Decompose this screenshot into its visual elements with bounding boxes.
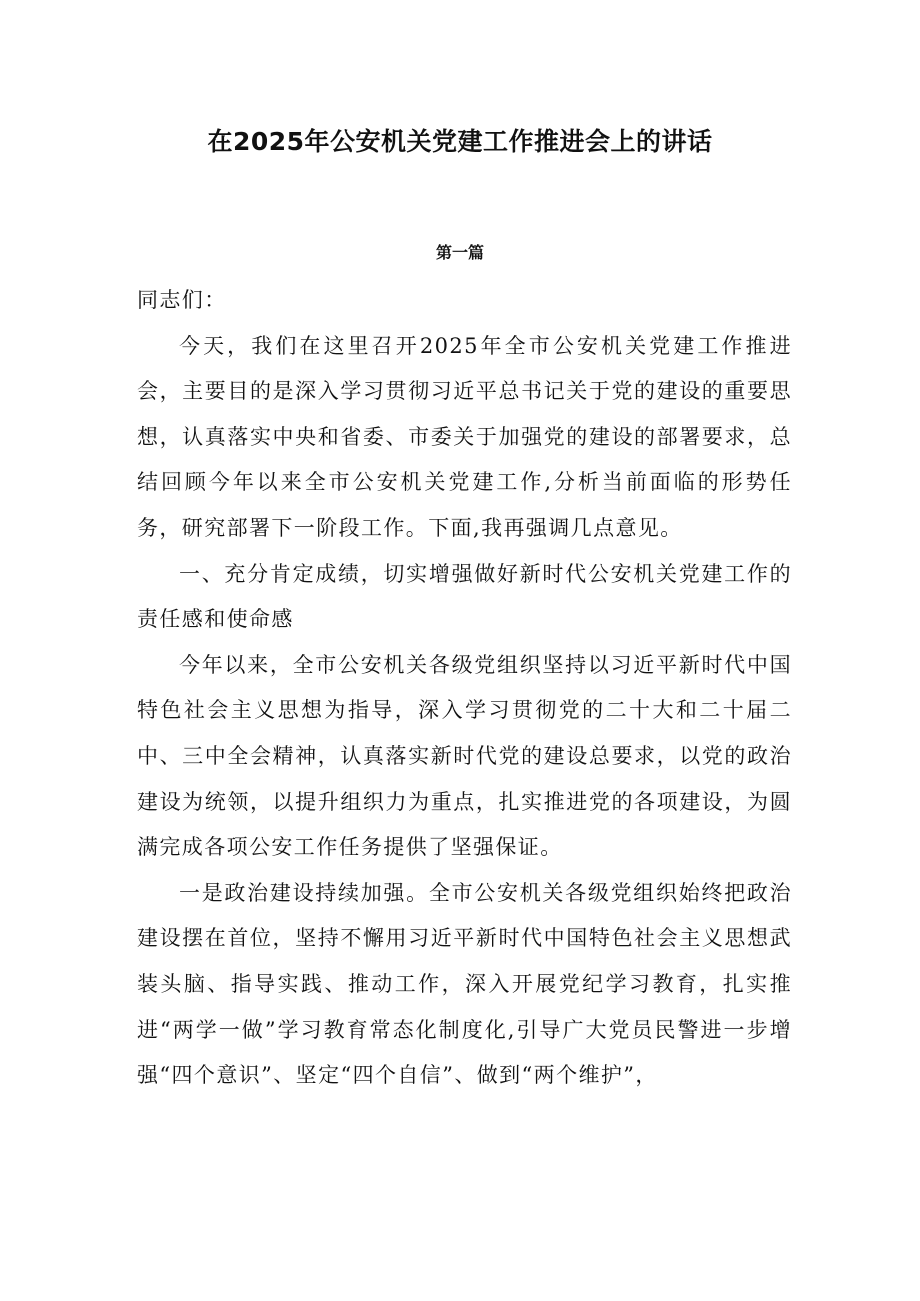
paragraph-opening: 今天，我们在这里召开2025年全市公安机关党建工作推进会，主要目的是深入学习贯彻习近平总书记关于党的建设的重要思想，认真落实中央和省委、市委关于加强党的建设的部署要求，总结回顾今年以来全市公安机关党建工作,分析当前面临的形势任务，研究部署下一阶段工作。下面,我再强调几点意见。 — [137, 333, 792, 540]
section-label: 第一篇 — [435, 243, 484, 262]
salutation: 同志们： — [137, 288, 227, 312]
document-title: 在2025年公安机关党建工作推进会上的讲话 — [207, 127, 713, 156]
document-body — [137, 278, 792, 1099]
paragraph-political-building: 一是政治建设持续加强。全市公安机关各级党组织始终把政治建设摆在首位，坚持不懈用习近平新时代中国特色社会主义思想武装头脑、指导实践、推动工作，深入开展党纪学习教育，扎实推进“两学一做”学习教育常态化制度化,引导广大党员民警进一步增强“四个意识”、坚定“四个自信”、做到“两个维护”， — [137, 880, 792, 1088]
heading-section-one: 一、充分肯定成绩，切实增强做好新时代公安机关党建工作的责任感和使命感 — [137, 561, 792, 632]
paragraph-achievements: 今年以来，全市公安机关各级党组织坚持以习近平新时代中国特色社会主义思想为指导，深入学习贯彻党的二十大和二十届二中、三中全会精神，认真落实新时代党的建设总要求，以党的政治建设为统领，以提升组织力为重点，扎实推进党的各项建设，为圆满完成各项公安工作任务提供了坚强保证。 — [137, 652, 792, 860]
